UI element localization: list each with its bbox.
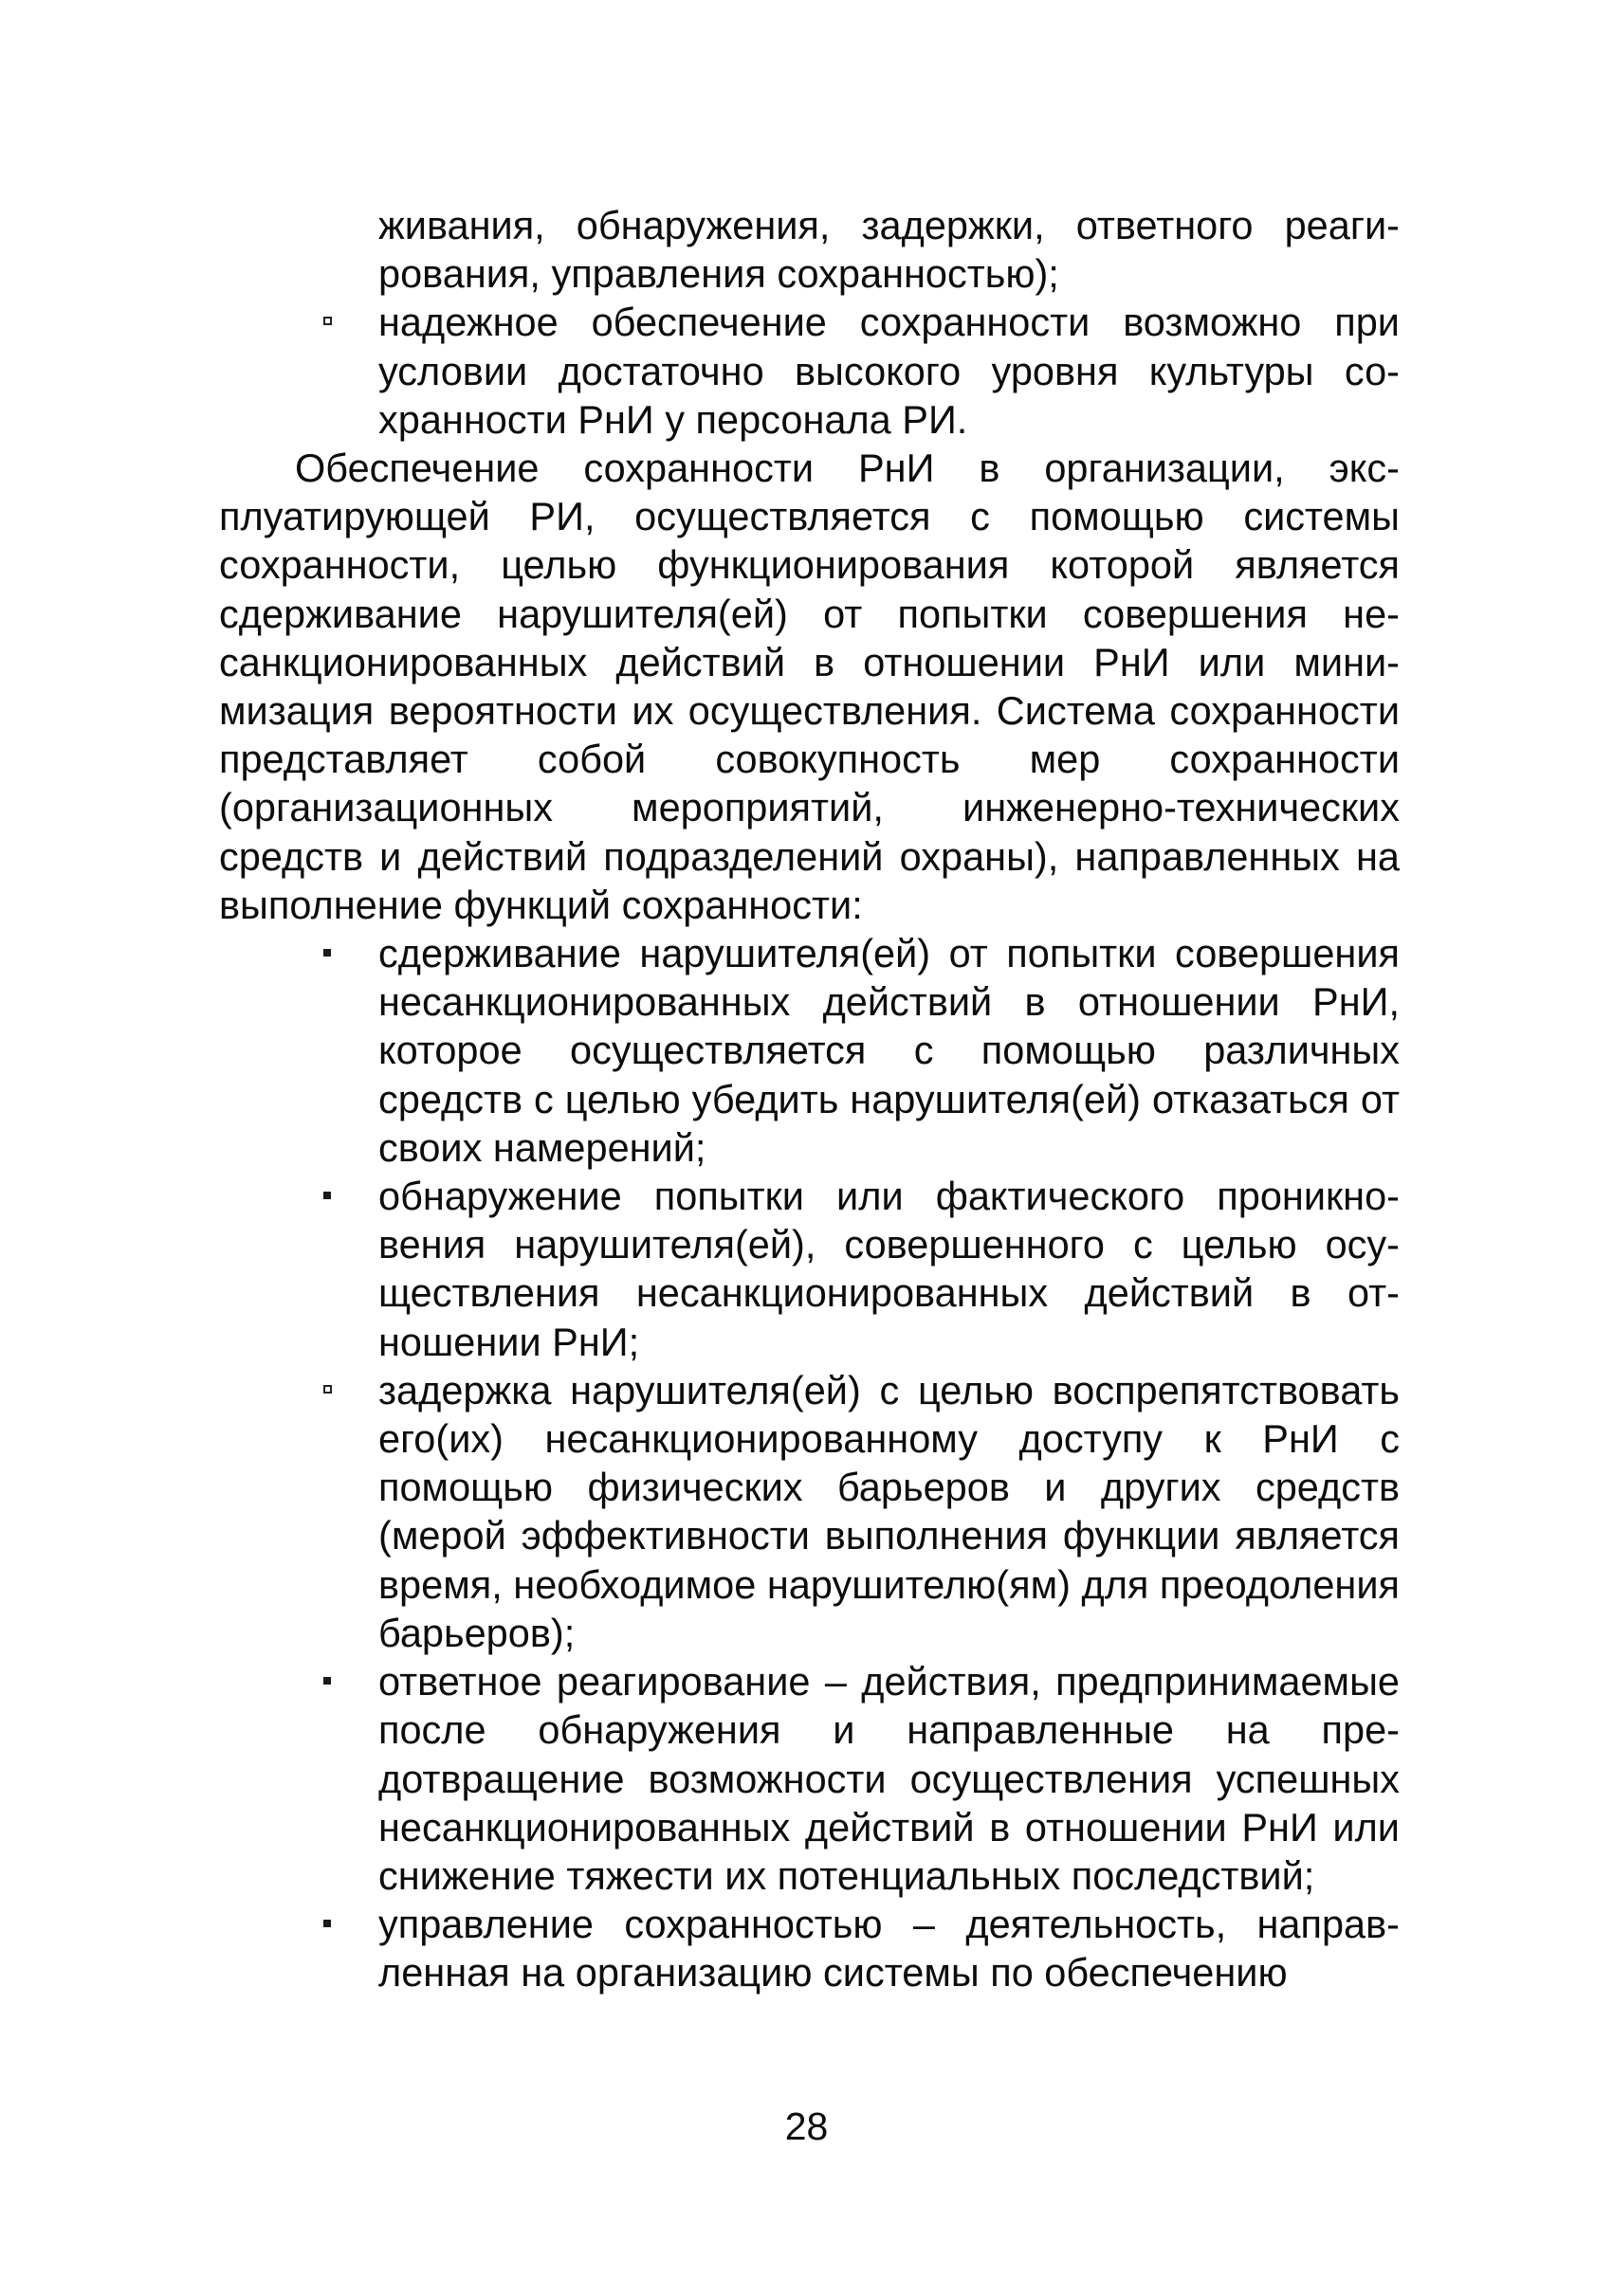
function-text: ответное реагирование – действия, предпринимаемые после обнаружения и направленные на предотвращение возможности осуществления успешных несанкционированных действий в отношении РнИ или снижение тяжести их потенциальных последствий;: [378, 1659, 1400, 1898]
list-item-management: [219, 1900, 1400, 1996]
hollow-square-bullet-icon: [323, 1385, 332, 1394]
list-item-response: [219, 1657, 1400, 1900]
list-item-detection: [219, 1172, 1400, 1366]
hollow-square-bullet-icon: [323, 317, 332, 325]
square-bullet-icon: [323, 1920, 331, 1927]
square-bullet-icon: [323, 949, 331, 957]
function-text: обнаружение попытки или фактического проникновения нарушителя(ей), совершенного с целью осуществления несанкционированных действий в отношении РнИ;: [378, 1174, 1400, 1364]
function-text: управление сохранностью – деятельность, направленная на организацию системы по обеспечению: [378, 1902, 1400, 1995]
square-bullet-icon: [323, 1192, 331, 1199]
page-body: [219, 201, 1400, 1997]
list-item-continuation: [219, 201, 1400, 298]
list-item-principle: [219, 298, 1400, 444]
square-bullet-icon: [323, 1677, 331, 1685]
function-text: задержка нарушителя(ей) с целью воспрепятствовать его(их) несанкционированному доступу к РнИ с помощью физических барьеров и других средств (мерой эффективности выполнения функции является время, необходимое нарушителю(ям) для преодоления барьеров);: [378, 1367, 1400, 1655]
function-text: сдерживание нарушителя(ей) от попытки совершения несанкционированных действий в отношении РнИ, которое осуществляется с помощью различных средств с целью убедить нарушителя(ей) отказаться от своих намерений;: [378, 931, 1400, 1170]
principle-text: надежное обеспечение сохранности возможно при условии достаточно высокого уровня культуры сохранности РнИ у персонала РИ.: [378, 300, 1400, 442]
body-paragraph: Обеспечение сохранности РнИ в организации, эксплуатирующей РИ, осуществляется с помощью системы сохранности, целью функционирования которой является сдерживание нарушителя(ей) от попытки совершения несанкционированных действий в отношении РнИ или минимизация вероятности их осуществления. Система сохранности представляет собой совокупность мер сохранности (организационных мероприятий, инженерно-технических средств и действий подразделений охраны), направленных на выполнение функций сохранности:: [219, 446, 1400, 927]
continuation-text: живания, обнаружения, задержки, ответного реагирования, управления сохранностью);: [378, 203, 1400, 297]
page-number: 28: [784, 2105, 829, 2148]
list-item-deterrence: [219, 929, 1400, 1172]
list-item-delay: [219, 1366, 1400, 1657]
